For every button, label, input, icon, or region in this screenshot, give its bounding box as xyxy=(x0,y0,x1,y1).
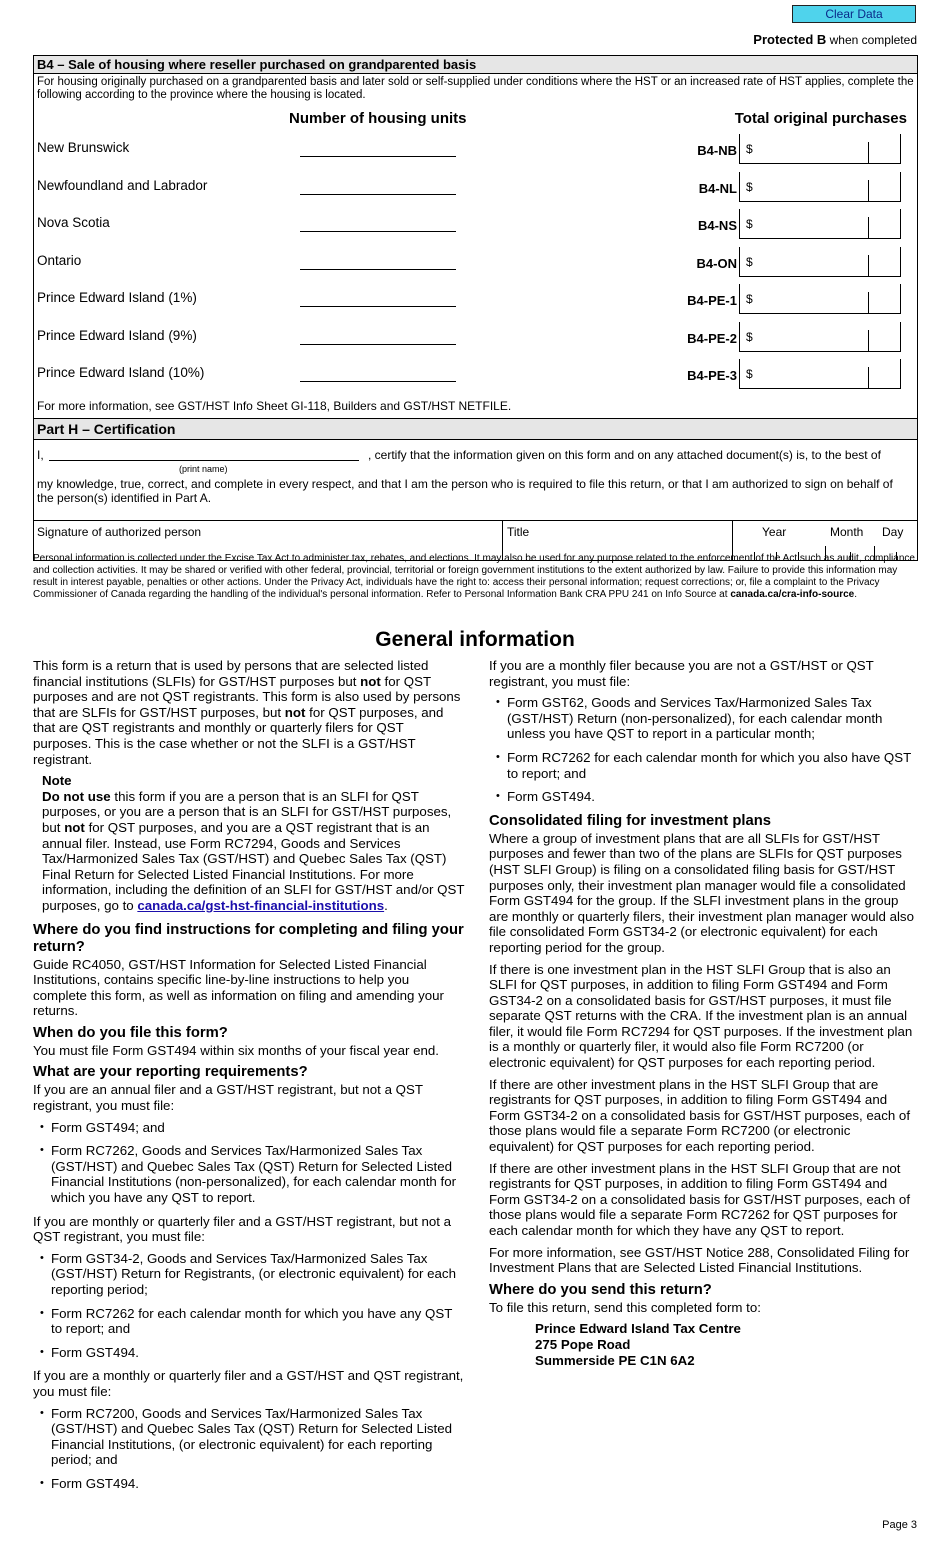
b4-row xyxy=(34,245,917,283)
cents-divider xyxy=(868,255,869,276)
form-section xyxy=(33,55,918,561)
housing-units-input[interactable] xyxy=(300,381,456,382)
line-code: B4-PE-2 xyxy=(687,330,737,346)
line-code: B4-NS xyxy=(697,218,737,233)
total-purchases-input[interactable] xyxy=(739,284,901,314)
total-purchases-input[interactable] xyxy=(739,172,901,202)
note-text: Do not use this form if you are a person that is an SLFI for QST purposes, or you are a person that is an SLFI for GST/HST purposes, but not for QST purposes, and you are a QST registrant that is an annual filer. Instead, use Form RC7294, Goods and Services Tax/Harmonized Sales Tax (GST/HST) and Quebec Sales Tax (QST) Final Return for Selected Listed Financial Institutions. For more information, including the definition of an SLFI for GST/HST and/or QST purposes, go to canada.ca/gst-hst-financial-institutions. xyxy=(42,788,465,913)
privacy-notice: Personal information is collected under the Excise Tax Act to administer tax, rebates, and elections. It may also be used for any purpose related to the enforcement of the Act such as audit, compliance and collection activities. It may be shared or verified with other federal, provincial, territorial or foreign government institutions to the extent authorized by law. Failure to provide this information may result in interest payable, penalties or other actions. Under the Privacy Act, individuals have the right to: access their personal information; request corrections; or, file a complaint to the Privacy Commissioner of Canada regarding the handling of the individual's personal information. Refer to Personal Information Bank CRA PPU 241 on Info Source at canada.ca/cra-info-source. xyxy=(33,553,915,600)
province-label: Newfoundland and Labrador xyxy=(37,177,208,193)
req-list-1 xyxy=(33,1120,465,1206)
total-purchases-input[interactable] xyxy=(739,134,901,164)
province-label: Prince Edward Island (1%) xyxy=(37,290,197,305)
cents-divider xyxy=(868,367,869,388)
protected-label: Protected B when completed xyxy=(753,32,917,47)
list-item: • Form RC7262 for each calendar month for which you also have QST to report; and xyxy=(489,750,917,781)
list-item: • Form GST494. xyxy=(33,1345,465,1361)
housing-units-input[interactable] xyxy=(300,194,456,195)
b4-row xyxy=(34,357,917,395)
line-code: B4-ON xyxy=(696,255,737,271)
list-item: • Form RC7262, Goods and Services Tax/Harmonized Sales Tax (GST/HST) and Quebec Sales Tax (QST) Return for Selected Listed Financial Institutions (non-personalized), for each calendar month for which you have any QST to report. xyxy=(33,1143,465,1205)
month-field[interactable]: Month xyxy=(830,524,864,539)
heading-consolidated: Consolidated filing for investment plans xyxy=(489,812,771,829)
privacy-link[interactable]: canada.ca/cra-info-source xyxy=(730,589,855,600)
cert-i: I, xyxy=(37,447,44,462)
dollar-sign: $ xyxy=(746,142,753,156)
req-paragraph-3: If you are a monthly or quarterly filer and a GST/HST and QST registrant, you must file: xyxy=(33,1368,464,1399)
line-code: B4-NB xyxy=(697,143,737,158)
province-label: Nova Scotia xyxy=(37,215,110,230)
cents-divider xyxy=(868,292,869,313)
province-label: Prince Edward Island (9%) xyxy=(37,327,197,343)
address-line: Prince Edward Island Tax Centre xyxy=(535,1321,741,1337)
total-purchases-input[interactable] xyxy=(739,359,901,389)
list-item: • Form GST494. xyxy=(489,789,917,805)
dollar-sign: $ xyxy=(746,329,753,344)
cert-text-2: my knowledge, true, correct, and complete in every respect, and that I am the person who is required to file this return, or that I am authorized to sign on behalf of the person(s) identified in Part A. xyxy=(37,476,893,505)
dollar-sign: $ xyxy=(746,292,753,306)
send-paragraph: To file this return, send this completed form to: xyxy=(489,1299,761,1315)
heading-send: Where do you send this return? xyxy=(489,1281,712,1298)
list-item: • Form RC7262 for each calendar month for which you have any QST to report; and xyxy=(33,1306,465,1337)
list-item: • Form GST34-2, Goods and Services Tax/Harmonized Sales Tax (GST/HST) Return for Registrants, (or electronic equivalent) for each reporting period; xyxy=(33,1251,465,1298)
total-purchases-input[interactable] xyxy=(739,322,901,352)
instructions-paragraph: Guide RC4050, GST/HST Information for Selected Listed Financial Institutions, contains specific line-by-line instructions to help you complete this form, as well as information on filing and amending your returns. xyxy=(33,956,444,1019)
consol-paragraph-5: For more information, see GST/HST Notice 288, Consolidated Filing for Investment Plans that are Selected Listed Financial Institutions. xyxy=(489,1244,910,1276)
address-line: Summerside PE C1N 6A2 xyxy=(535,1352,695,1368)
print-name-input[interactable] xyxy=(49,460,359,461)
total-purchases-input[interactable] xyxy=(739,209,901,239)
total-header: Total original purchases xyxy=(734,110,907,127)
print-name-label: (print name) xyxy=(179,463,228,474)
heading-instructions: Where do you find instructions for completing and filing your return? xyxy=(33,921,464,955)
total-purchases-input[interactable] xyxy=(739,247,901,277)
req-paragraph-4: If you are a monthly filer because you are not a GST/HST or QST registrant, you must file: xyxy=(489,658,874,689)
b4-column-headers xyxy=(34,104,917,132)
housing-units-input[interactable] xyxy=(300,306,456,307)
page-number: Page 3 xyxy=(882,1519,917,1531)
housing-units-input[interactable] xyxy=(300,231,456,232)
cert-text-1: , certify that the information given on this form and on any attached document(s) is, to the best of xyxy=(368,447,881,462)
list-item: • Form GST494; and xyxy=(33,1120,465,1136)
req-paragraph-1: If you are an annual filer and a GST/HST registrant, but not a QST registrant, you must file: xyxy=(33,1082,423,1114)
intro-paragraph: This form is a return that is used by persons that are selected listed financial institutions (SLFIs) for GST/HST purposes but not for QST purposes and are not QST registrants. This form is also used by persons that are SLFIs for GST/HST purposes, but not for QST purposes, and that are QST registrants and monthly or quarterly filers for QST purposes. This is the case whether or not the SLFI is a GST/HST registrant. xyxy=(33,658,461,767)
general-info-title: General information xyxy=(375,628,575,651)
province-label: Prince Edward Island (10%) xyxy=(37,365,205,380)
line-code: B4-PE-3 xyxy=(687,368,737,383)
certification-block xyxy=(34,440,917,520)
b4-intro: For housing originally purchased on a grandparented basis and later sold or self-supplied under conditions where the HST or an increased rate of HST applies, complete the following according to the province where the housing is located. xyxy=(37,76,914,101)
day-field[interactable]: Day xyxy=(882,524,904,539)
housing-units-input[interactable] xyxy=(300,344,456,345)
cents-divider xyxy=(868,142,869,163)
note-title: Note xyxy=(42,773,72,789)
line-code: B4-PE-1 xyxy=(687,293,737,308)
consol-paragraph-1: Where a group of investment plans that are all SLFIs for GST/HST purposes and fewer than two of the plans are SLFIs for QST purposes (HST SLFI Group) is filing on a consolidated filing basis for GST/HST purposes only, their investment plan manager would file a consolidated Form GST494 for the group. If the SLFI investment plans in the group are monthly or quarterly filers, their investment plan manager would also file consolidated Form GST34-2 (or electronic equivalent) for each reporting period for the group. xyxy=(489,830,914,955)
when-paragraph: You must file Form GST494 within six months of your fiscal year end. xyxy=(33,1042,439,1058)
dollar-sign: $ xyxy=(746,367,753,381)
clear-data-button[interactable]: Clear Data xyxy=(792,5,916,23)
list-item: • Form GST62, Goods and Services Tax/Harmonized Sales Tax (GST/HST) Return (non-personalized), for each calendar month unless you have QST to report in a particular month; xyxy=(489,695,917,742)
consol-paragraph-2: If there is one investment plan in the HST SLFI Group that is also an SLFI for QST purposes, in addition to filing Form GST494 and Form GST34-2 on a consolidated basis for GST/HST purposes, it must file separate QST returns with the CRA. If the investment plan is an annual filer, it would file Form RC7294 for QST purposes. If the investment plan is a monthly or quarterly filer, it would also file Form RC7200 (or electronic equivalent) for QST purposes for each reporting period. xyxy=(489,961,913,1071)
cents-divider xyxy=(868,217,869,238)
fi-link[interactable]: canada.ca/gst-hst-financial-institutions xyxy=(137,897,385,913)
housing-units-input[interactable] xyxy=(300,156,456,157)
left-column xyxy=(33,658,465,1500)
dollar-sign: $ xyxy=(746,217,753,231)
req-list-2 xyxy=(33,1251,465,1361)
note-block xyxy=(42,773,465,913)
year-field[interactable]: Year xyxy=(762,524,787,539)
b4-row xyxy=(34,132,917,170)
heading-requirements: What are your reporting requirements? xyxy=(33,1064,308,1081)
b4-row xyxy=(34,320,917,358)
b4-more-info: For more information, see GST/HST Info Sheet GI-118, Builders and GST/HST NETFILE. xyxy=(37,398,512,413)
b4-row xyxy=(34,170,917,208)
cents-divider xyxy=(868,180,869,201)
dollar-sign: $ xyxy=(746,254,753,269)
address-line: 275 Pope Road xyxy=(535,1336,631,1352)
consol-paragraph-3: If there are other investment plans in the HST SLFI Group that are registrants for QST purposes, in addition to filing Form GST494 and Form GST34-2 on a consolidated basis for GST/HST purposes, each of those plans would file a separate Form RC7200 (or electronic equivalent) for QST purposes for each reporting period. xyxy=(489,1076,911,1155)
province-label: Ontario xyxy=(37,252,82,268)
line-code: B4-NL xyxy=(698,180,737,196)
consol-paragraph-4: If there are other investment plans in the HST SLFI Group that are not registrants for QST purposes, in addition to filing Form GST494 and Form GST34-2 on a consolidated basis for GST/HST purposes, each of those plans would file a separate Form RC7262 for QST purposes for each calendar month for which they have any QST to report. xyxy=(489,1160,911,1238)
req-list-3 xyxy=(33,1406,465,1492)
b4-row xyxy=(34,282,917,320)
parth-title: Part H – Certification xyxy=(34,418,917,440)
req-paragraph-2: If you are monthly or quarterly filer and a GST/HST registrant, but not a QST registrant, you must file: xyxy=(33,1213,452,1245)
units-header: Number of housing units xyxy=(289,110,467,127)
b4-rows xyxy=(34,132,917,395)
list-item: • Form GST494. xyxy=(33,1476,465,1492)
heading-when: When do you file this form? xyxy=(33,1024,228,1041)
cents-divider xyxy=(868,330,869,351)
b4-row xyxy=(34,207,917,245)
list-item: • Form RC7200, Goods and Services Tax/Harmonized Sales Tax (GST/HST) and Quebec Sales Tax (QST) Return for Selected Listed Financial Institutions, (or electronic equivalent) for each reporting period; and xyxy=(33,1406,465,1468)
right-column xyxy=(489,658,917,1368)
signature-field[interactable]: Signature of authorized person xyxy=(37,524,202,539)
dollar-sign: $ xyxy=(746,179,753,194)
title-field[interactable]: Title xyxy=(507,524,530,539)
req-list-4 xyxy=(489,695,917,805)
tax-centre-address xyxy=(535,1321,917,1368)
b4-title: B4 – Sale of housing where reseller purchased on grandparented basis xyxy=(34,56,917,74)
housing-units-input[interactable] xyxy=(300,269,456,270)
province-label: New Brunswick xyxy=(37,140,130,155)
